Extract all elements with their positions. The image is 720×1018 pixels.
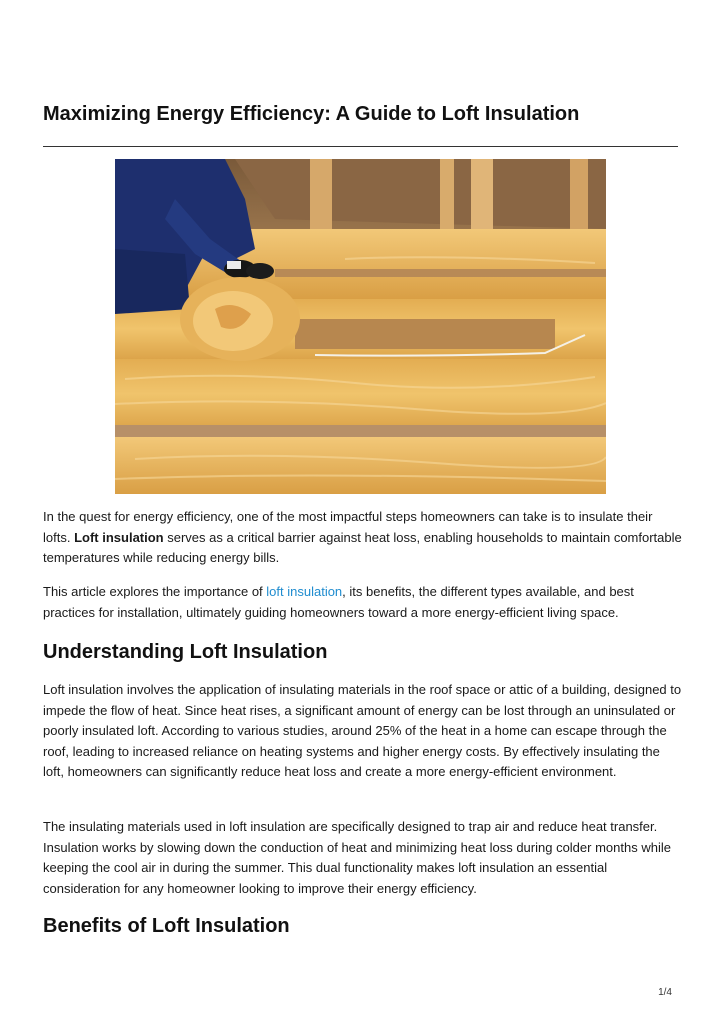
intro-text-start: In the quest for energy efficiency, one of the most impactful steps homeowners can take is to insulate their lofts. [43, 509, 653, 545]
page-number: 1/4 [658, 987, 672, 998]
intro-paragraph-2 [43, 582, 683, 623]
section-heading-benefits: Benefits of Loft Insulation [43, 915, 290, 937]
intro-text-end: serves as a critical barrier against heat loss, enabling households to maintain comfortable temperatures while reducing energy bills. [43, 529, 682, 565]
understanding-paragraph-2: The insulating materials used in loft insulation are specifically designed to trap air and reduce heat transfer. Insulation works by slowing down the conduction of heat and minimizing heat loss during colder months while keeping the cool air in during the summer. This dual functionality makes loft insulation an essential consideration for any homeowner looking to improve their energy efficiency. [43, 819, 671, 896]
intro2-text-end: , its benefits, the different types available, and best practices for installation, ultimately guiding homeowners toward a more energy-efficient living space. [43, 584, 634, 620]
understanding-paragraph-1: Loft insulation involves the application of insulating materials in the roof space or attic of a building, designed to impede the flow of heat. Since heat rises, a significant amount of energy can be lost through an uninsulated or poorly insulated loft. According to various studies, around 25% of the heat in a home can escape through the roof, leading to increased reliance on heating systems and higher energy costs. By effectively insulating the loft, homeowners can significantly reduce heat loss and create a more energy-efficient environment. [43, 682, 682, 779]
loft-insulation-photo [115, 159, 606, 494]
intro2-text-start: This article explores the importance of [43, 584, 267, 599]
title-divider [43, 146, 678, 147]
intro-paragraph-1 [43, 507, 683, 569]
loft-insulation-link[interactable]: loft insulation [266, 584, 343, 599]
intro-bold-term: Loft insulation [74, 529, 164, 545]
page-title: Maximizing Energy Efficiency: A Guide to Loft Insulation [43, 103, 580, 125]
section-heading-understanding: Understanding Loft Insulation [43, 641, 328, 663]
